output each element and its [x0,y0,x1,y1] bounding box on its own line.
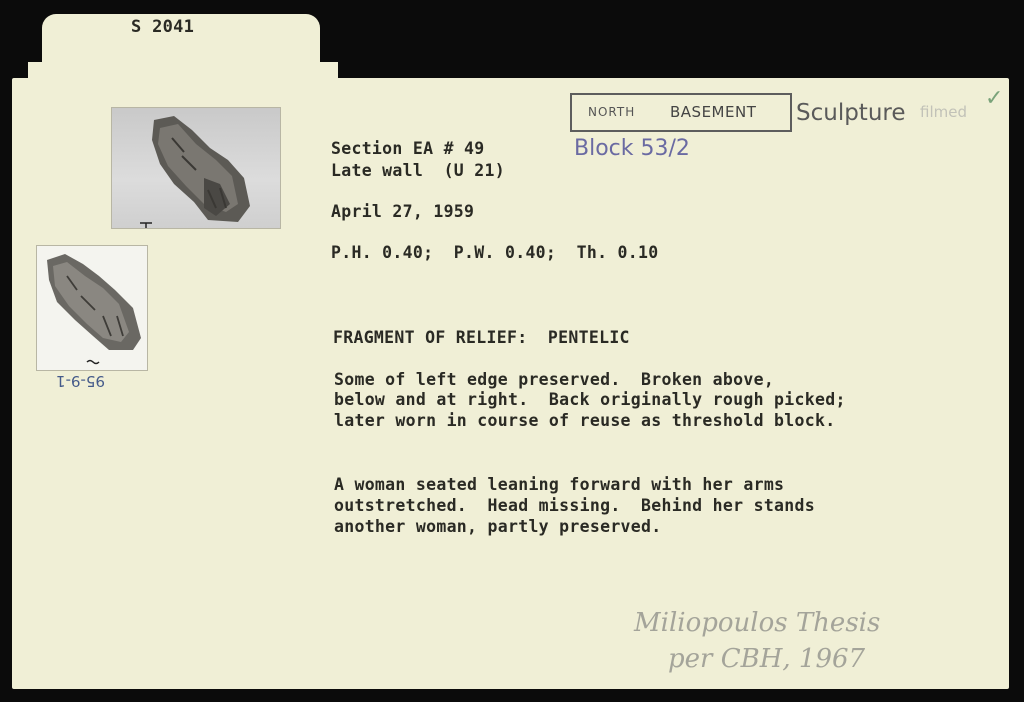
date-line: April 27, 1959 [331,202,475,221]
description-line-1: A woman seated leaning forward with her arms [334,475,785,494]
check-mark: ✓ [985,86,1004,111]
relief-fragment-image [112,108,280,228]
thesis-note-line-2: per CBH, 1967 [668,644,866,674]
description-line-2: outstretched. Head missing. Behind her stands [334,496,815,515]
block-number: Block 53/2 [574,136,690,161]
relief-fragment-image-back [37,246,147,370]
stamp-north: NORTH [588,105,636,119]
relief-photo-large [111,107,281,229]
thesis-note-line-1: Miliopoulos Thesis [634,608,881,638]
location-stamp [570,93,792,132]
photo-number: 95-9-1 [56,372,105,390]
filmed-stamp: filmed [920,103,967,121]
context-line: Late wall (U 21) [331,161,505,180]
condition-line-3: later worn in course of reuse as threshold block. [334,411,836,430]
object-title: FRAGMENT OF RELIEF: PENTELIC [333,328,630,347]
relief-photo-small [36,245,148,371]
inventory-number: S 2041 [131,17,195,37]
section-line: Section EA # 49 [331,139,485,158]
description-line-3: another woman, partly preserved. [334,517,662,536]
condition-line-1: Some of left edge preserved. Broken above, [334,370,775,389]
stamp-basement: BASEMENT [670,103,757,121]
condition-line-2: below and at right. Back originally rough picked; [334,390,846,409]
dimensions-line: P.H. 0.40; P.W. 0.40; Th. 0.10 [331,243,659,262]
category-sculpture: Sculpture [796,100,906,126]
